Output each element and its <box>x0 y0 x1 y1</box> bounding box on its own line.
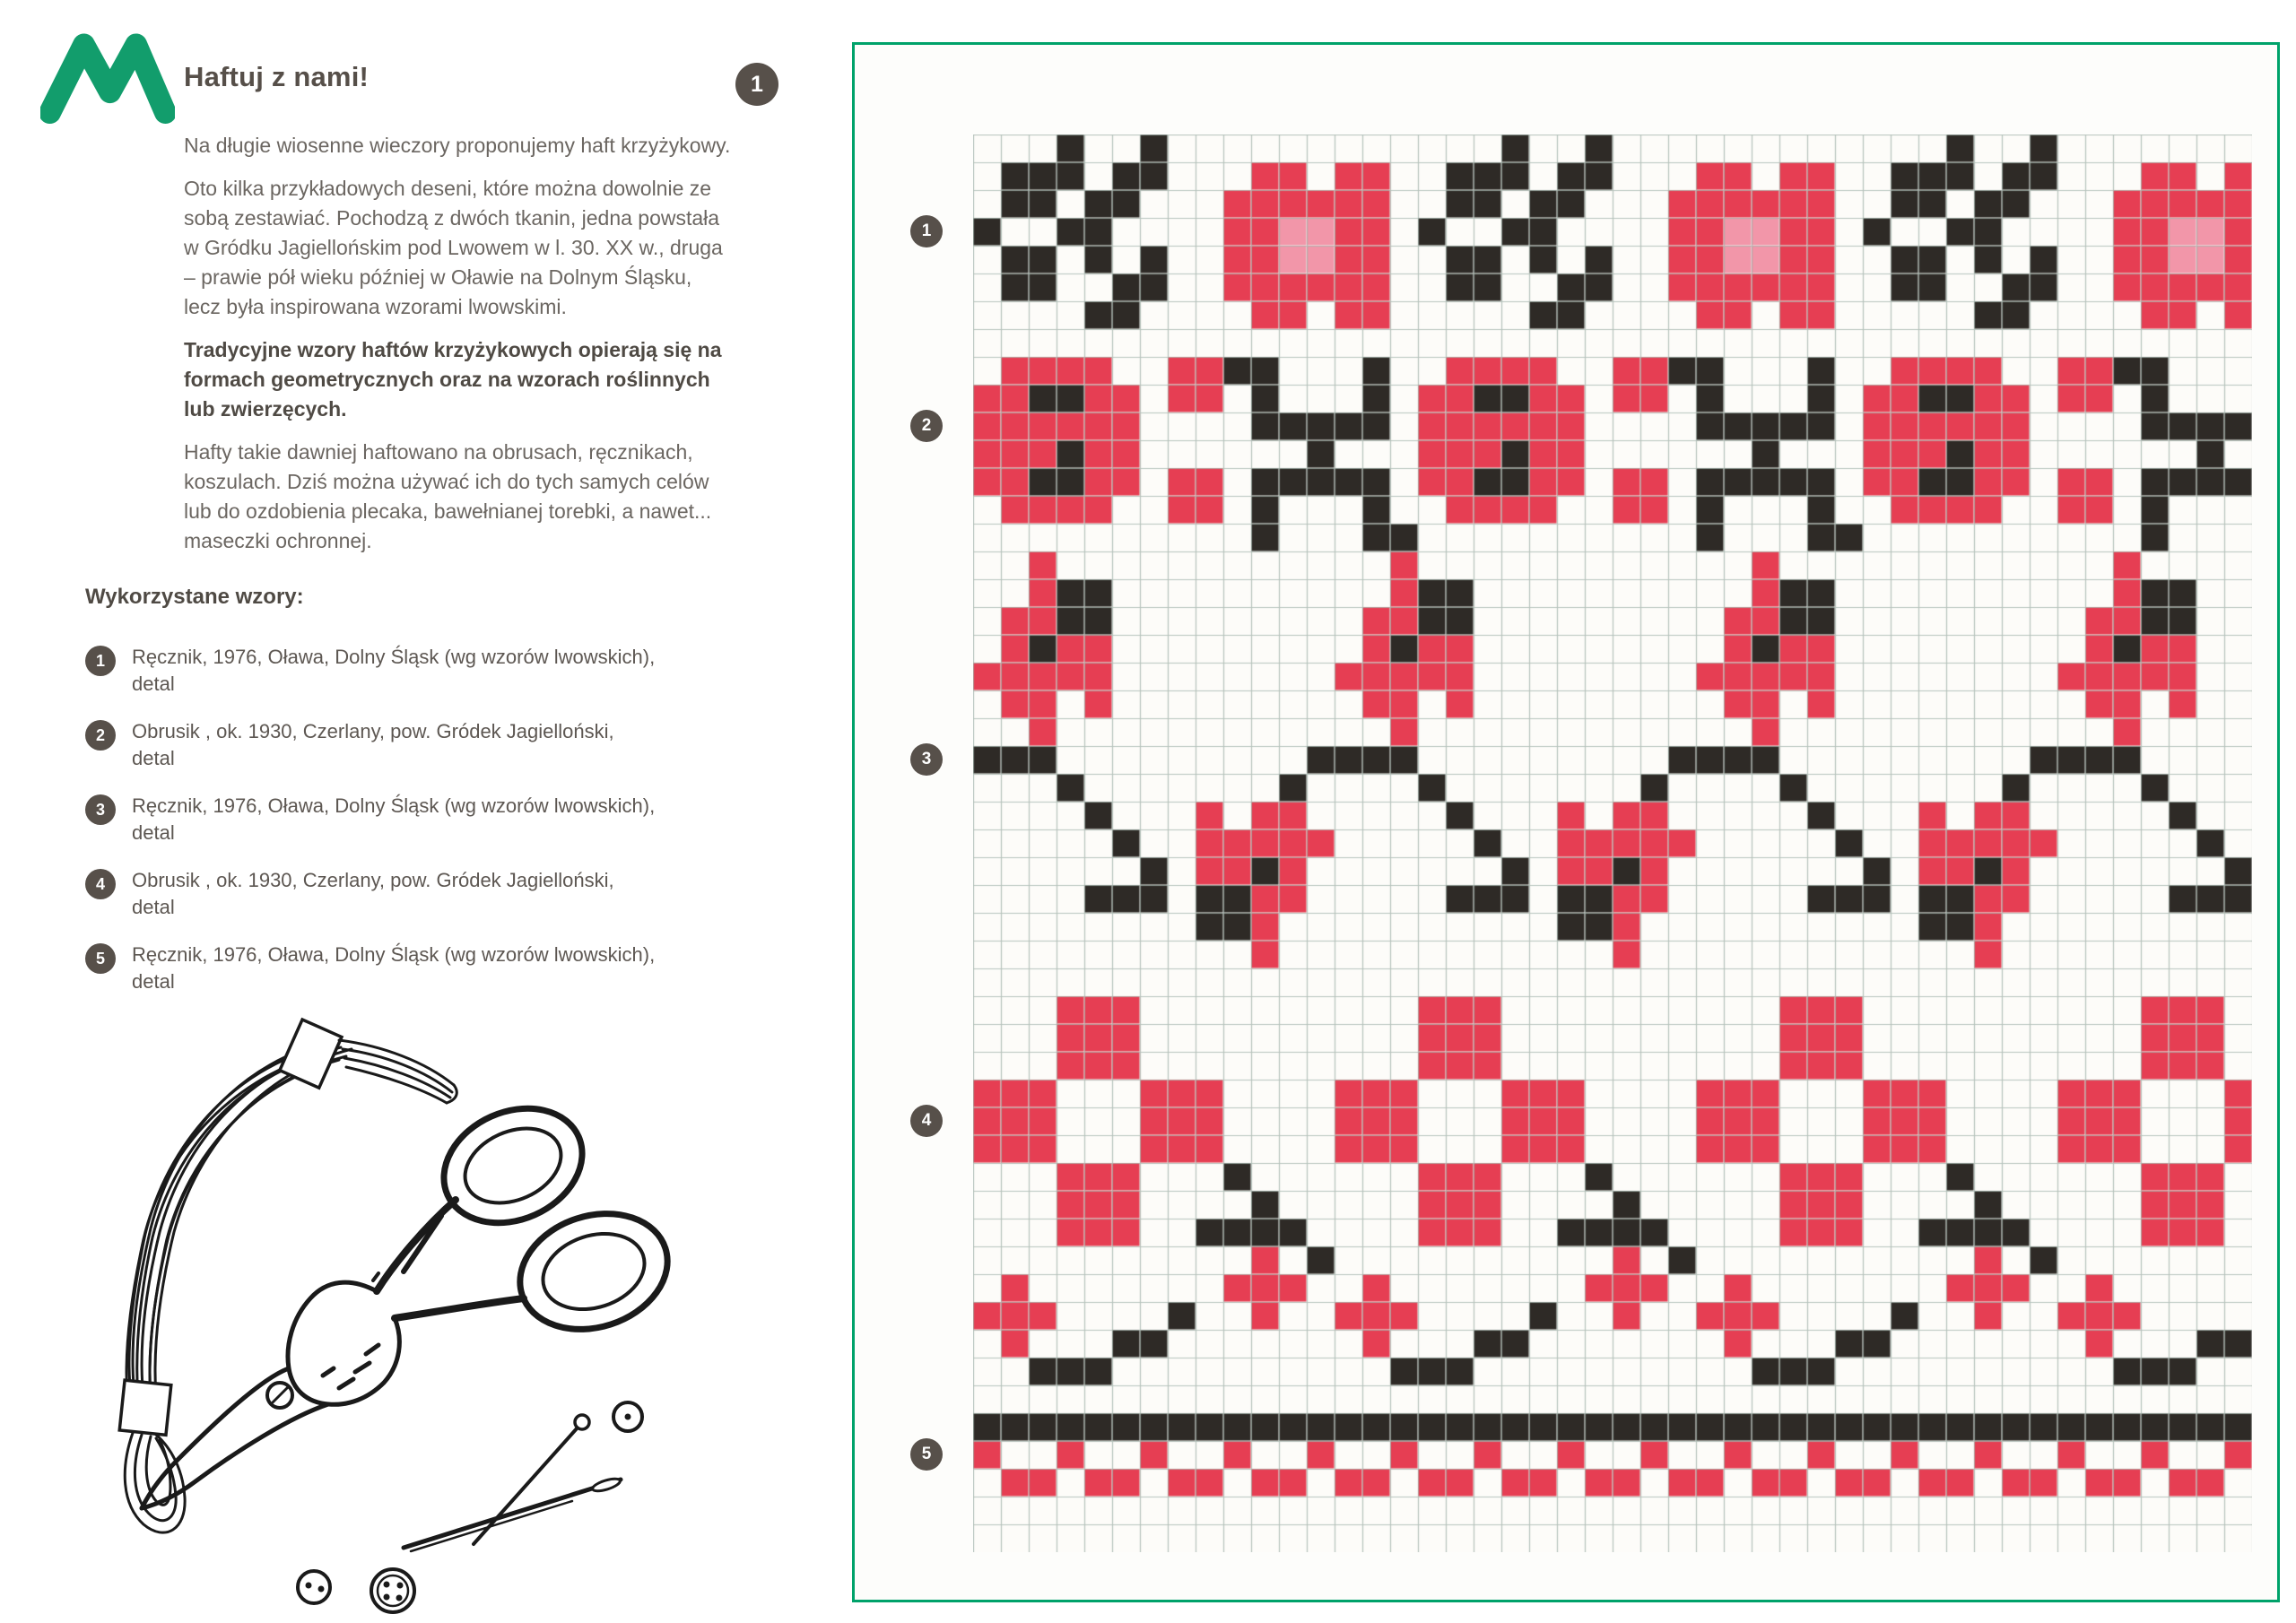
band-marker-1: 1 <box>910 215 943 247</box>
patterns-list <box>85 644 695 1016</box>
pattern-chart-frame <box>852 42 2280 1602</box>
intro-text-block <box>184 131 731 569</box>
band-marker-3: 3 <box>910 743 943 776</box>
intro-paragraph-1: Na długie wiosenne wieczory proponujemy haft krzyżykowy. <box>184 134 731 157</box>
pattern-list-item <box>85 644 695 698</box>
pattern-caption: Ręcznik, 1976, Oława, Dolny Śląsk (wg wzorów lwowskich), detal <box>132 794 656 844</box>
band-marker-4: 4 <box>910 1105 943 1137</box>
intro-paragraph-4: Hafty takie dawniej haftowano na obrusach, ręcznikach, koszulach. Dziś można używać ich do tych samych celów lub do ozdobienia plecaka, bawełnianej torebki, a nawet... maseczki ochronnej. <box>184 440 712 552</box>
pattern-caption: Obrusik , ok. 1930, Czerlany, pow. Gródek Jagielloński, detal <box>132 869 614 918</box>
pattern-list-item <box>85 718 695 772</box>
pattern-number-badge: 2 <box>85 720 116 751</box>
needle-icon <box>404 1477 622 1551</box>
band-marker-2: 2 <box>910 410 943 442</box>
patterns-list-heading: Wykorzystane wzory: <box>85 585 304 609</box>
pattern-list-item <box>85 942 695 995</box>
pin-icon <box>474 1415 589 1544</box>
band-marker-5: 5 <box>910 1438 943 1471</box>
pattern-number-badge: 3 <box>85 794 116 825</box>
pattern-caption: Obrusik , ok. 1930, Czerlany, pow. Gródek Jagielloński, detal <box>132 720 614 769</box>
pattern-caption: Ręcznik, 1976, Oława, Dolny Śląsk (wg wzorów lwowskich), detal <box>132 943 656 993</box>
pattern-list-item <box>85 793 695 846</box>
embroidery-tools-illustration <box>70 1002 698 1623</box>
intro-paragraph-2: Oto kilka przykładowych deseni, które można dowolnie ze sobą zestawiać. Pochodzą z dwóch tkanin, jedna powstała w Gródku Jagiellońskim pod Lwowem w l. 30. XX w., druga – prawie pół wieku później w Oławie na Dolnym Śląsku, lecz była inspirowana wzorami lwowskimi. <box>184 177 723 318</box>
embroidery-floss-skein-icon <box>119 1020 457 1532</box>
intro-paragraph-3-bold: Tradycyjne wzory haftów krzyżykowych opierają się na formach geometrycznych oraz na wzorach roślinnych lub zwierzęcych. <box>184 338 722 421</box>
pattern-caption: Ręcznik, 1976, Oława, Dolny Śląsk (wg wzorów lwowskich), detal <box>132 646 656 695</box>
two-hole-button-icon <box>298 1571 330 1603</box>
pattern-list-item <box>85 867 695 921</box>
museum-m-logo-icon <box>40 20 175 127</box>
sequin-icon <box>613 1402 642 1431</box>
pattern-number-badge: 1 <box>85 646 116 676</box>
pattern-number-badge: 4 <box>85 869 116 899</box>
four-hole-button-icon <box>371 1569 414 1612</box>
pattern-number-badge: 5 <box>85 943 116 974</box>
page-number-badge: 1 <box>735 63 778 106</box>
page-title: Haftuj z nami! <box>184 61 370 92</box>
stork-scissors-icon <box>142 1088 683 1508</box>
cross-stitch-pattern-canvas <box>973 135 2252 1552</box>
